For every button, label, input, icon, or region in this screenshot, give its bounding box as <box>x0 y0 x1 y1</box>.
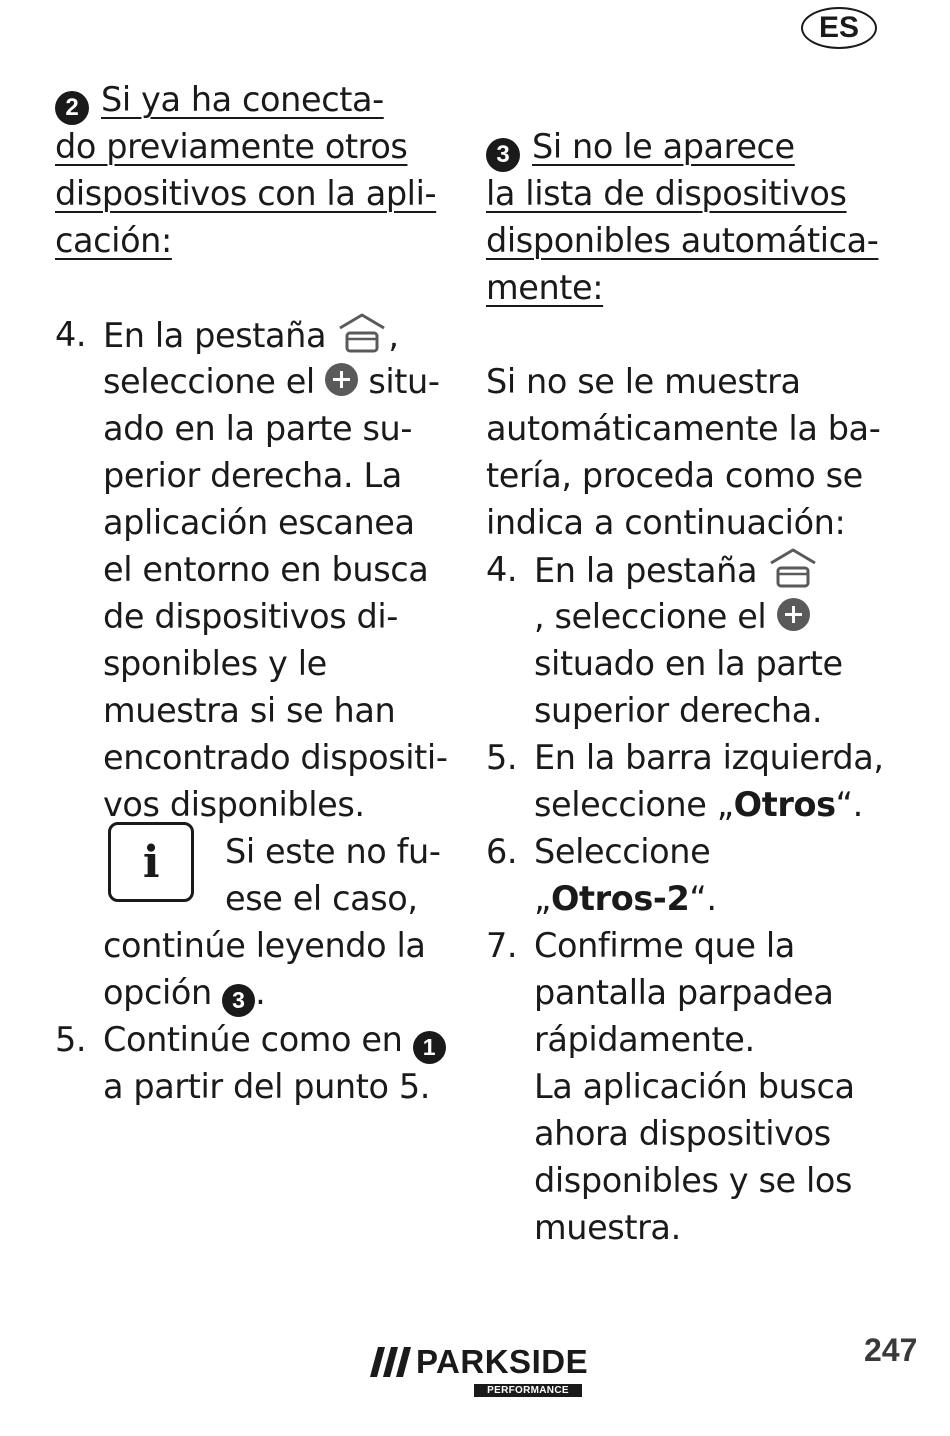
option-name: Otros-2 <box>550 879 690 918</box>
right-step-5 <box>486 734 886 828</box>
brand-sub: PERFORMANCE <box>474 1384 582 1397</box>
right-step-7 <box>486 922 886 1251</box>
intro-text: Si no se le muestra <box>486 362 801 401</box>
right-step-6 <box>486 828 886 922</box>
step-text: seleccione „ <box>534 785 734 824</box>
add-plus-icon <box>325 363 358 396</box>
info-note <box>103 828 455 1016</box>
left-step-5 <box>55 1016 455 1110</box>
page-number: 247 <box>864 1332 918 1368</box>
step-text: Seleccione <box>534 832 711 871</box>
step-text: perior derecha. La <box>103 456 402 495</box>
step-text: ado en la parte su- <box>103 409 413 448</box>
step-number: 4. <box>486 550 518 589</box>
note-text: ese el caso, <box>225 879 418 918</box>
note-text: continúe leyendo la <box>103 926 426 965</box>
heading-line: cación: <box>55 221 172 260</box>
step-text: , seleccione el <box>534 597 777 636</box>
step-text: situado en la parte <box>534 644 843 683</box>
note-text: Si este no fu- <box>225 832 441 871</box>
heading-line: la lista de dispositivos <box>486 174 847 213</box>
add-plus-icon <box>777 598 810 631</box>
step-text: a partir del punto 5. <box>103 1067 431 1106</box>
heading-line: mente: <box>486 268 604 307</box>
heading-line: Si no le aparece <box>532 127 795 166</box>
step-text: el entorno en busca <box>103 550 429 589</box>
section-number-badge: 2 <box>55 91 89 125</box>
intro-text: automáticamente la ba- <box>486 409 881 448</box>
right-step-4 <box>486 546 886 734</box>
step-text: “. <box>835 785 863 824</box>
left-column <box>55 76 455 1110</box>
option-name: Otros <box>733 785 836 824</box>
step-text: “. <box>689 879 717 918</box>
section-reference-1: 1 <box>413 1031 446 1064</box>
right-column <box>486 123 886 1251</box>
step-text: Confirme que la <box>534 926 795 965</box>
step-text: encontrado dispositi- <box>103 738 448 777</box>
home-tab-icon <box>767 546 819 590</box>
left-section-heading <box>55 76 455 264</box>
heading-line: do previamente otros <box>55 127 408 166</box>
step-number: 4. <box>55 315 87 354</box>
heading-line: disponibles automática- <box>486 221 879 260</box>
right-intro <box>486 358 886 546</box>
step-text: En la barra izquierda, <box>534 738 884 777</box>
brand-name: PARKSIDE <box>416 1343 589 1380</box>
right-section-heading <box>486 123 886 311</box>
step-text: En la pestaña <box>103 316 337 355</box>
step-text: disponibles y se los <box>534 1161 853 1200</box>
step-text: vos disponibles. <box>103 785 365 824</box>
step-number: 5. <box>55 1020 87 1059</box>
intro-text: indica a continuación: <box>486 503 846 542</box>
step-text: La aplicación busca <box>534 1067 855 1106</box>
step-number: 7. <box>486 926 518 965</box>
step-number: 5. <box>486 738 518 777</box>
step-text: aplicación escanea <box>103 503 415 542</box>
section-number-badge: 3 <box>486 138 520 172</box>
step-text: Continúe como en <box>103 1020 413 1059</box>
note-text: opción <box>103 973 223 1012</box>
section-reference-3: 3 <box>222 984 255 1017</box>
step-text: rápidamente. <box>534 1020 755 1059</box>
step-text: seleccione el <box>103 362 326 401</box>
step-text: „ <box>534 879 551 918</box>
heading-line: dispositivos con la apli- <box>55 174 437 213</box>
step-text: muestra. <box>534 1208 681 1247</box>
step-text: , <box>388 316 399 355</box>
step-text: de dispositivos di- <box>103 597 398 636</box>
step-text: situ- <box>358 362 440 401</box>
language-badge: ES <box>801 7 877 49</box>
parkside-logo <box>370 1343 589 1399</box>
step-text: sponibles y le <box>103 644 327 683</box>
note-text: . <box>255 973 266 1012</box>
left-step-4 <box>55 311 455 1016</box>
intro-text: tería, proceda como se <box>486 456 863 495</box>
heading-line: Si ya ha conecta- <box>101 80 384 119</box>
logo-slashes-icon <box>370 1347 414 1377</box>
step-text: muestra si se han <box>103 691 396 730</box>
info-icon: i <box>108 822 194 902</box>
step-text: En la pestaña <box>534 551 768 590</box>
step-number: 6. <box>486 832 518 871</box>
step-text: ahora dispositivos <box>534 1114 831 1153</box>
step-text: superior derecha. <box>534 691 823 730</box>
step-text: pantalla parpadea <box>534 973 834 1012</box>
home-tab-icon <box>336 311 388 355</box>
